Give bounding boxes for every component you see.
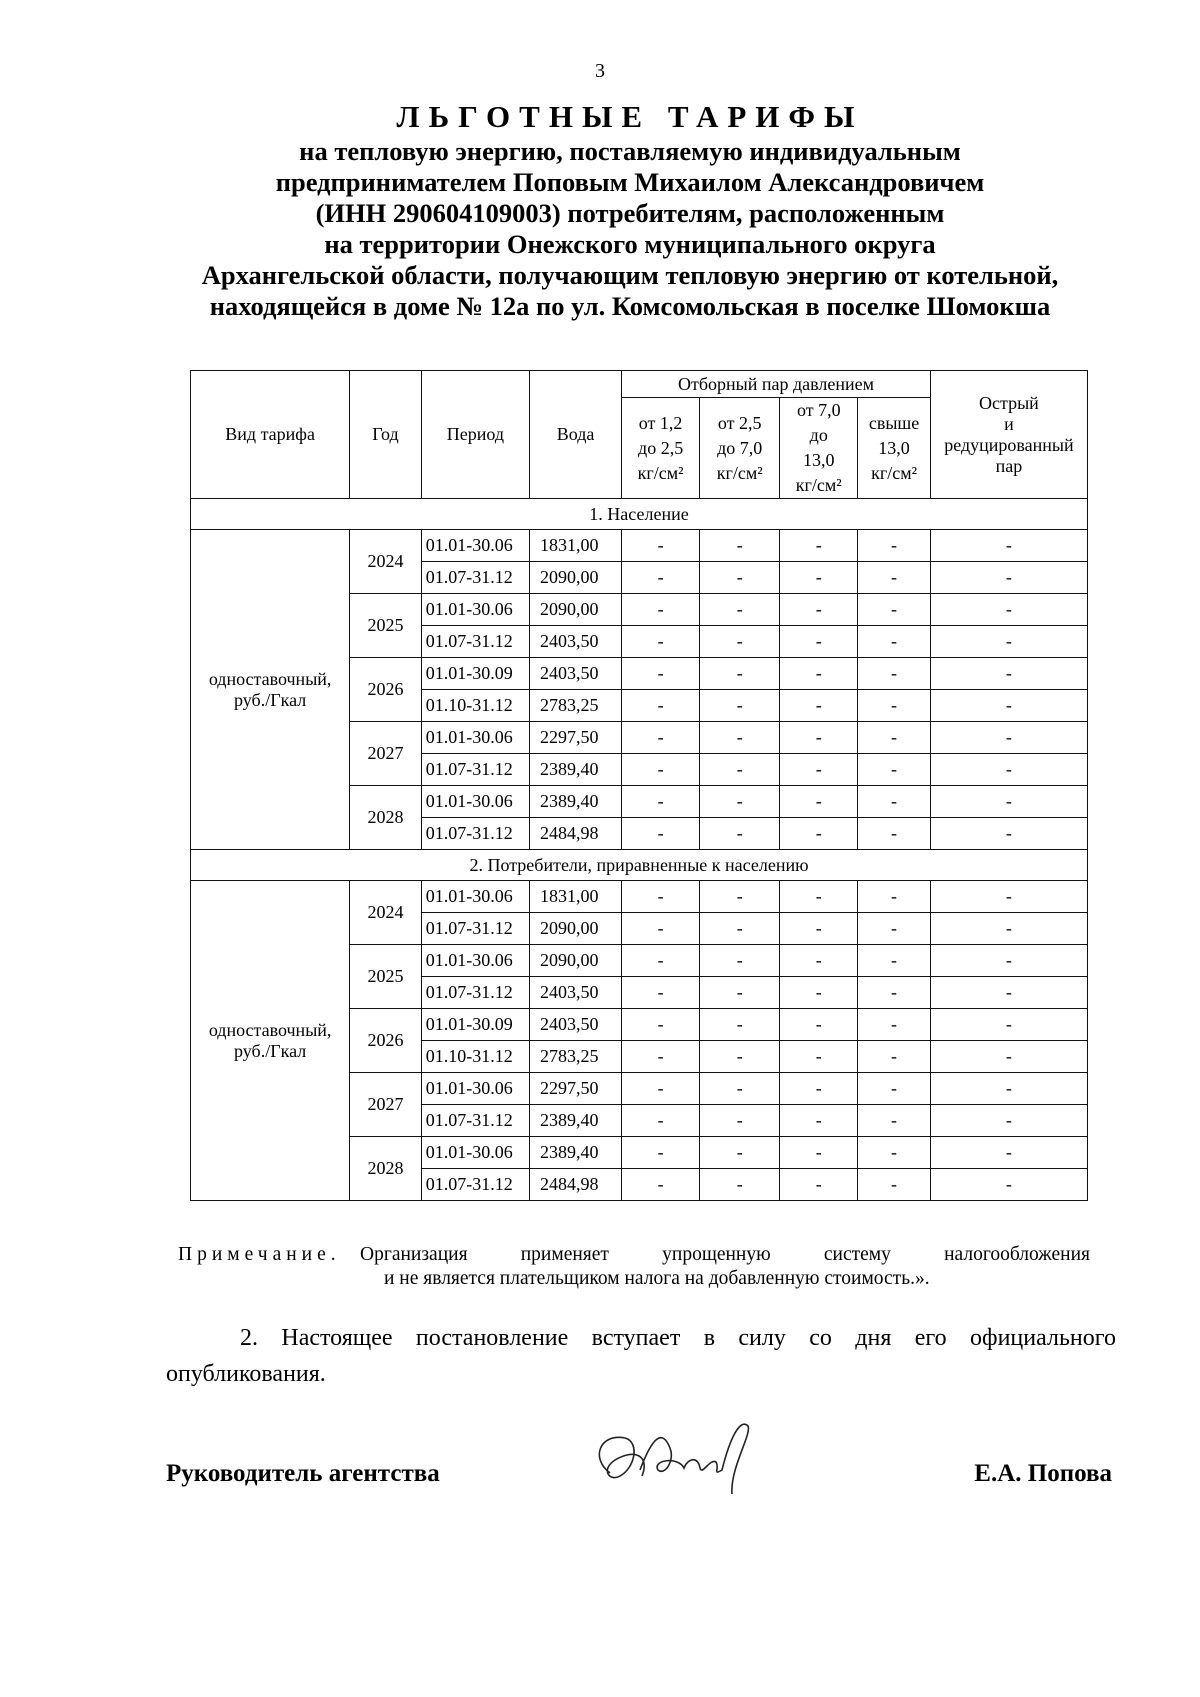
- empty-value-cell: -: [858, 945, 931, 977]
- empty-value-cell: -: [622, 786, 700, 818]
- empty-value-cell: -: [622, 1169, 700, 1201]
- header-line: до: [809, 425, 828, 445]
- header-steam-1: [622, 398, 700, 499]
- empty-value-cell: -: [930, 945, 1087, 977]
- empty-value-cell: -: [780, 977, 858, 1009]
- empty-value-cell: -: [930, 754, 1087, 786]
- signature: [580, 1398, 770, 1508]
- empty-value-cell: -: [780, 818, 858, 850]
- empty-value-cell: -: [622, 1009, 700, 1041]
- empty-value-cell: -: [930, 690, 1087, 722]
- empty-value-cell: -: [780, 690, 858, 722]
- header-line: свыше: [868, 412, 920, 433]
- header-line: от 7,0: [796, 400, 841, 420]
- note-text-line2: и не является плательщиком налога на добавленную стоимость.».: [384, 1268, 930, 1289]
- empty-value-cell: -: [780, 1073, 858, 1105]
- header-steam-group: Отборный пар давлением: [622, 371, 931, 398]
- header-line: редуцированный: [944, 434, 1074, 455]
- title-line: Архангельской области, получающим тепловую энергию от котельной,: [201, 260, 1059, 290]
- empty-value-cell: -: [780, 1009, 858, 1041]
- period-cell: 01.01-30.06: [421, 722, 529, 754]
- period-cell: 01.01-30.06: [421, 1137, 529, 1169]
- period-cell: 01.01-30.06: [421, 786, 529, 818]
- water-value-cell: 2403,50: [530, 977, 622, 1009]
- period-cell: 01.01-30.06: [421, 594, 529, 626]
- empty-value-cell: -: [930, 1041, 1087, 1073]
- section-title: 1. Население: [191, 499, 1088, 530]
- header-line: Острый: [979, 392, 1039, 413]
- empty-value-cell: -: [858, 977, 931, 1009]
- water-value-cell: 1831,00: [530, 530, 622, 562]
- empty-value-cell: -: [780, 1137, 858, 1169]
- year-cell: 2025: [350, 594, 421, 658]
- empty-value-cell: -: [780, 786, 858, 818]
- header-line: 13,0: [803, 450, 835, 470]
- empty-value-cell: -: [858, 881, 931, 913]
- empty-value-cell: -: [780, 658, 858, 690]
- empty-value-cell: -: [780, 594, 858, 626]
- empty-value-cell: -: [622, 722, 700, 754]
- empty-value-cell: -: [700, 690, 780, 722]
- period-cell: 01.07-31.12: [421, 1169, 529, 1201]
- water-value-cell: 2090,00: [530, 945, 622, 977]
- empty-value-cell: -: [622, 530, 700, 562]
- period-cell: 01.01-30.09: [421, 1009, 529, 1041]
- empty-value-cell: -: [622, 562, 700, 594]
- water-value-cell: 2090,00: [530, 913, 622, 945]
- empty-value-cell: -: [700, 977, 780, 1009]
- year-cell: 2027: [350, 722, 421, 786]
- empty-value-cell: -: [930, 626, 1087, 658]
- header-line: до 2,5: [638, 437, 684, 458]
- tariff-type-line: одноставочный,: [208, 668, 332, 689]
- empty-value-cell: -: [780, 626, 858, 658]
- empty-value-cell: -: [780, 913, 858, 945]
- empty-value-cell: -: [700, 945, 780, 977]
- header-water: Вода: [530, 371, 622, 499]
- empty-value-cell: -: [930, 1105, 1087, 1137]
- empty-value-cell: -: [622, 690, 700, 722]
- empty-value-cell: -: [930, 786, 1087, 818]
- tariff-type-line: руб./Гкал: [234, 689, 307, 710]
- tariff-type-cell: [191, 530, 350, 850]
- empty-value-cell: -: [700, 881, 780, 913]
- period-cell: 01.07-31.12: [421, 977, 529, 1009]
- water-value-cell: 2403,50: [530, 658, 622, 690]
- signatory-name: Е.А. Попова: [974, 1460, 1112, 1487]
- year-cell: 2026: [350, 1009, 421, 1073]
- empty-value-cell: -: [858, 722, 931, 754]
- empty-value-cell: -: [858, 1073, 931, 1105]
- empty-value-cell: -: [700, 913, 780, 945]
- period-cell: 01.07-31.12: [421, 754, 529, 786]
- empty-value-cell: -: [622, 1041, 700, 1073]
- empty-value-cell: -: [780, 1041, 858, 1073]
- empty-value-cell: -: [930, 1137, 1087, 1169]
- year-cell: 2024: [350, 881, 421, 945]
- empty-value-cell: -: [622, 977, 700, 1009]
- water-value-cell: 2389,40: [530, 786, 622, 818]
- water-value-cell: 2297,50: [530, 722, 622, 754]
- empty-value-cell: -: [622, 754, 700, 786]
- empty-value-cell: -: [622, 658, 700, 690]
- table-row: [191, 530, 1088, 562]
- period-cell: 01.07-31.12: [421, 626, 529, 658]
- empty-value-cell: -: [858, 562, 931, 594]
- water-value-cell: 2389,40: [530, 754, 622, 786]
- empty-value-cell: -: [700, 1169, 780, 1201]
- year-cell: 2025: [350, 945, 421, 1009]
- tariff-type-cell: [191, 881, 350, 1201]
- empty-value-cell: -: [780, 754, 858, 786]
- document-title: [150, 98, 1110, 322]
- empty-value-cell: -: [780, 945, 858, 977]
- empty-value-cell: -: [930, 722, 1087, 754]
- year-cell: 2024: [350, 530, 421, 594]
- empty-value-cell: -: [622, 1105, 700, 1137]
- empty-value-cell: -: [700, 722, 780, 754]
- clause-2: 2. Настоящее постановление вступает в силу со дня его официального опубликования.: [166, 1325, 1116, 1387]
- title-line: на тепловую энергию, поставляемую индивидуальным: [299, 136, 961, 166]
- signatory-role: Руководитель агентства: [166, 1460, 440, 1487]
- note-text-line1: Организация применяет упрощенную систему налогообложения: [360, 1244, 1090, 1265]
- year-cell: 2028: [350, 1137, 421, 1201]
- empty-value-cell: -: [700, 786, 780, 818]
- period-cell: 01.01-30.06: [421, 881, 529, 913]
- header-line: от 1,2: [638, 412, 683, 433]
- empty-value-cell: -: [858, 786, 931, 818]
- empty-value-cell: -: [858, 1009, 931, 1041]
- water-value-cell: 2403,50: [530, 626, 622, 658]
- water-value-cell: 2297,50: [530, 1073, 622, 1105]
- empty-value-cell: -: [930, 562, 1087, 594]
- empty-value-cell: -: [858, 818, 931, 850]
- empty-value-cell: -: [930, 658, 1087, 690]
- title-line: на территории Онежского муниципального округа: [324, 229, 936, 259]
- note: [178, 1243, 1098, 1291]
- empty-value-cell: -: [858, 594, 931, 626]
- empty-value-cell: -: [780, 530, 858, 562]
- empty-value-cell: -: [622, 945, 700, 977]
- empty-value-cell: -: [858, 626, 931, 658]
- empty-value-cell: -: [622, 913, 700, 945]
- period-cell: 01.01-30.09: [421, 658, 529, 690]
- header-year: Год: [350, 371, 421, 499]
- empty-value-cell: -: [700, 1073, 780, 1105]
- water-value-cell: 2389,40: [530, 1105, 622, 1137]
- empty-value-cell: -: [930, 818, 1087, 850]
- title-line: (ИНН 290604109003) потребителям, расположенным: [315, 198, 945, 228]
- title-line: предпринимателем Поповым Михаилом Александровичем: [275, 167, 985, 197]
- empty-value-cell: -: [858, 754, 931, 786]
- empty-value-cell: -: [930, 1169, 1087, 1201]
- section-title: 2. Потребители, приравненные к населению: [191, 850, 1088, 881]
- empty-value-cell: -: [622, 1137, 700, 1169]
- empty-value-cell: -: [930, 530, 1087, 562]
- header-steam-3: [780, 398, 858, 499]
- water-value-cell: 2484,98: [530, 818, 622, 850]
- empty-value-cell: -: [622, 1073, 700, 1105]
- empty-value-cell: -: [622, 881, 700, 913]
- empty-value-cell: -: [930, 977, 1087, 1009]
- header-line: 13,0: [878, 437, 910, 458]
- header-line: кг/см²: [795, 475, 842, 495]
- empty-value-cell: -: [858, 658, 931, 690]
- header-tariff-type: Вид тарифа: [191, 371, 350, 499]
- empty-value-cell: -: [700, 626, 780, 658]
- header-sharp-steam: [930, 371, 1087, 499]
- empty-value-cell: -: [700, 1137, 780, 1169]
- empty-value-cell: -: [700, 818, 780, 850]
- water-value-cell: 2783,25: [530, 1041, 622, 1073]
- period-cell: 01.01-30.06: [421, 1073, 529, 1105]
- header-steam-4: [858, 398, 931, 499]
- header-line: кг/см²: [716, 462, 763, 483]
- empty-value-cell: -: [858, 690, 931, 722]
- empty-value-cell: -: [700, 1009, 780, 1041]
- empty-value-cell: -: [930, 594, 1087, 626]
- period-cell: 01.07-31.12: [421, 562, 529, 594]
- year-cell: 2027: [350, 1073, 421, 1137]
- header-line: от 2,5: [717, 412, 762, 433]
- header-line: кг/см²: [871, 462, 917, 483]
- tariff-type-line: одноставочный,: [208, 1019, 332, 1040]
- empty-value-cell: -: [780, 722, 858, 754]
- empty-value-cell: -: [858, 913, 931, 945]
- empty-value-cell: -: [700, 1041, 780, 1073]
- empty-value-cell: -: [930, 1073, 1087, 1105]
- empty-value-cell: -: [700, 658, 780, 690]
- year-cell: 2028: [350, 786, 421, 850]
- empty-value-cell: -: [622, 594, 700, 626]
- period-cell: 01.01-30.06: [421, 530, 529, 562]
- period-cell: 01.07-31.12: [421, 818, 529, 850]
- empty-value-cell: -: [930, 913, 1087, 945]
- empty-value-cell: -: [700, 754, 780, 786]
- empty-value-cell: -: [858, 1137, 931, 1169]
- empty-value-cell: -: [780, 881, 858, 913]
- empty-value-cell: -: [780, 562, 858, 594]
- water-value-cell: 2403,50: [530, 1009, 622, 1041]
- empty-value-cell: -: [700, 530, 780, 562]
- empty-value-cell: -: [622, 626, 700, 658]
- title-main: ЛЬГОТНЫЕ ТАРИФЫ: [396, 99, 864, 134]
- header-line: пар: [995, 455, 1023, 476]
- period-cell: 01.07-31.12: [421, 913, 529, 945]
- period-cell: 01.07-31.12: [421, 1105, 529, 1137]
- water-value-cell: 1831,00: [530, 881, 622, 913]
- signature-stroke: [599, 1424, 748, 1494]
- empty-value-cell: -: [858, 1105, 931, 1137]
- year-cell: 2026: [350, 658, 421, 722]
- empty-value-cell: -: [700, 1105, 780, 1137]
- empty-value-cell: -: [858, 1169, 931, 1201]
- title-line: находящейся в доме № 12а по ул. Комсомольская в поселке Шомокша: [209, 291, 1051, 321]
- note-label: Примечание.: [178, 1244, 341, 1265]
- water-value-cell: 2090,00: [530, 562, 622, 594]
- period-cell: 01.10-31.12: [421, 1041, 529, 1073]
- water-value-cell: 2090,00: [530, 594, 622, 626]
- header-line: до 7,0: [717, 437, 763, 458]
- header-period: Период: [421, 371, 529, 499]
- tariffs-table: [190, 370, 1088, 1201]
- header-line: и: [1004, 413, 1014, 434]
- header-steam-2: [700, 398, 780, 499]
- period-cell: 01.10-31.12: [421, 690, 529, 722]
- empty-value-cell: -: [780, 1105, 858, 1137]
- empty-value-cell: -: [780, 1169, 858, 1201]
- water-value-cell: 2783,25: [530, 690, 622, 722]
- period-cell: 01.01-30.06: [421, 945, 529, 977]
- empty-value-cell: -: [700, 594, 780, 626]
- empty-value-cell: -: [930, 1009, 1087, 1041]
- water-value-cell: 2484,98: [530, 1169, 622, 1201]
- table-row: [191, 881, 1088, 913]
- water-value-cell: 2389,40: [530, 1137, 622, 1169]
- tariff-type-line: руб./Гкал: [234, 1040, 307, 1061]
- empty-value-cell: -: [858, 1041, 931, 1073]
- empty-value-cell: -: [622, 818, 700, 850]
- empty-value-cell: -: [930, 881, 1087, 913]
- empty-value-cell: -: [700, 562, 780, 594]
- page-number: 3: [595, 60, 605, 82]
- empty-value-cell: -: [858, 530, 931, 562]
- header-line: кг/см²: [637, 462, 684, 483]
